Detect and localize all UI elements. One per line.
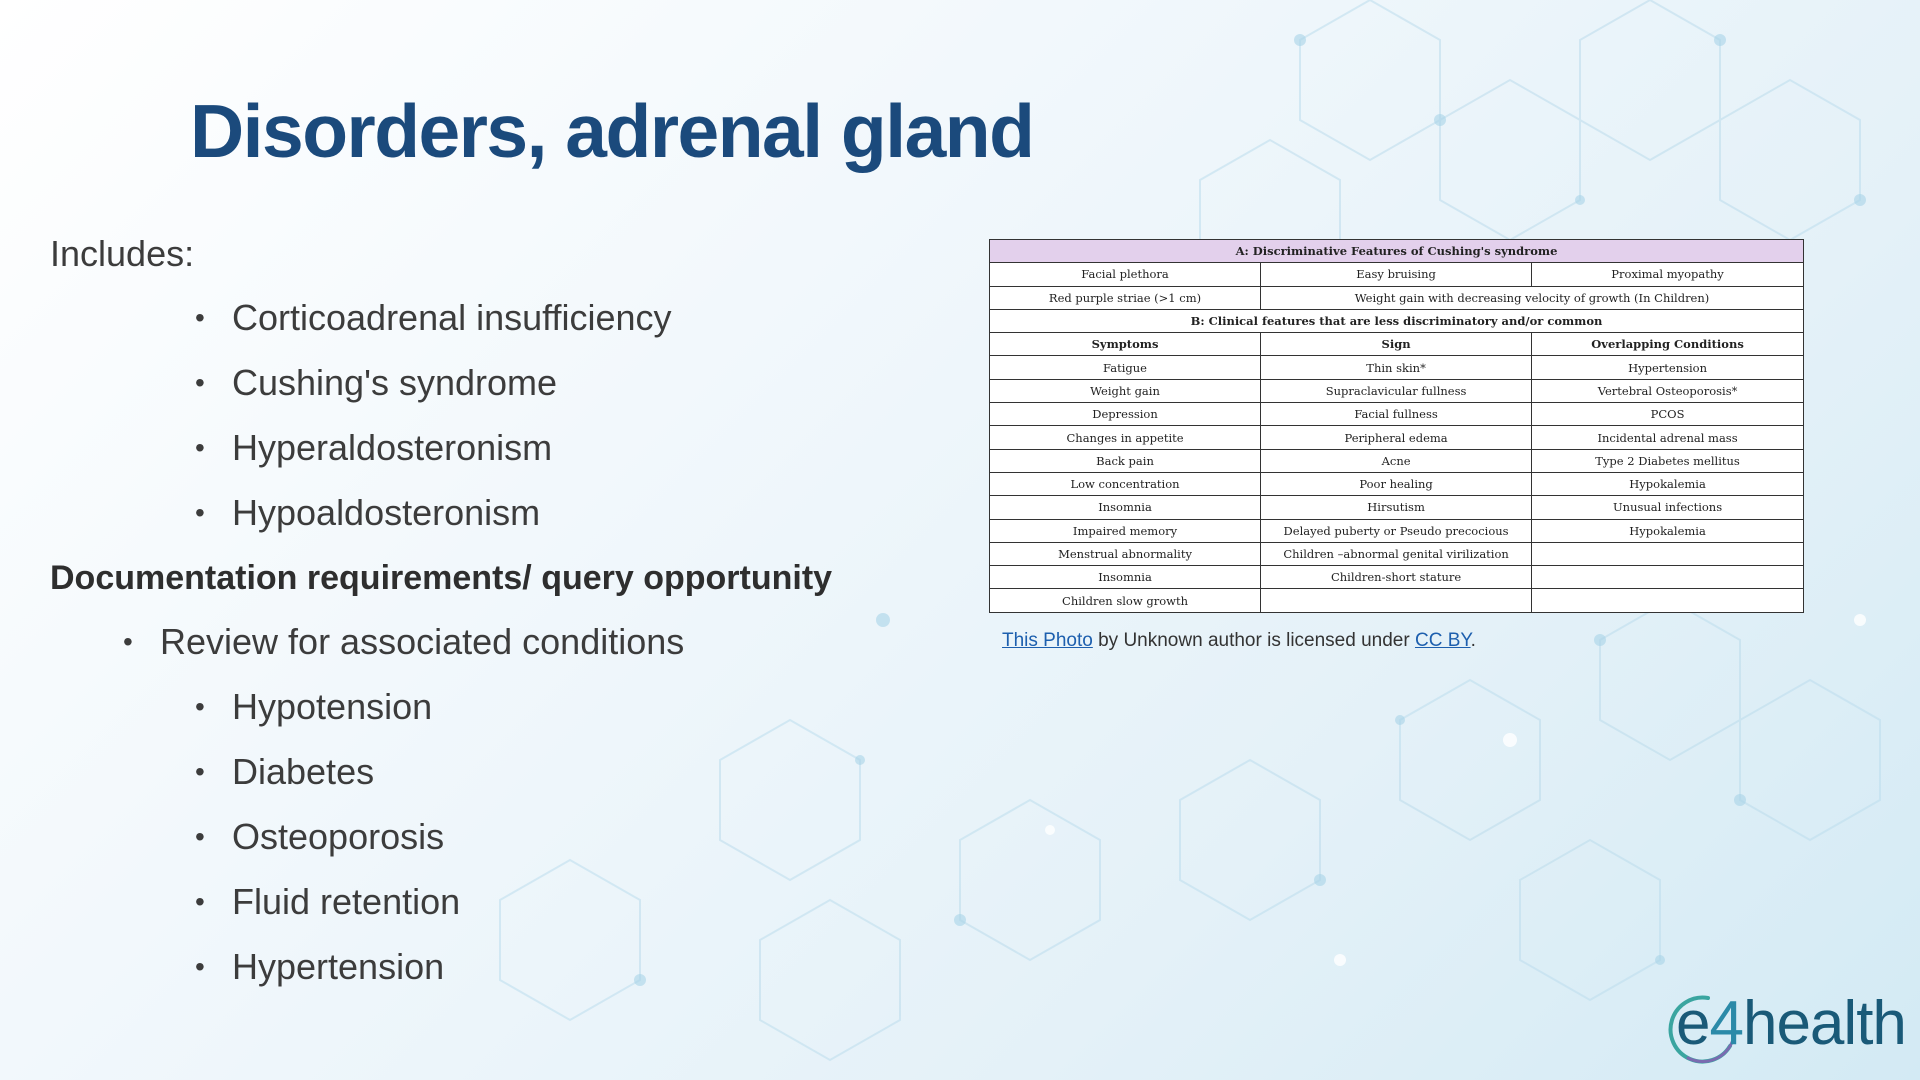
table-row <box>990 286 1804 309</box>
list-item: • Osteoporosis <box>50 813 950 861</box>
table-row <box>990 426 1804 449</box>
table-cell: Supraclavicular fullness <box>1261 379 1532 402</box>
photo-attribution <box>1002 630 1476 652</box>
attribution-end: . <box>1470 630 1476 651</box>
table-row <box>990 240 1804 263</box>
table-row <box>990 356 1804 379</box>
table-cell: Thin skin* <box>1261 356 1532 379</box>
table-cell: Back pain <box>990 449 1261 472</box>
attribution-text: by Unknown author is licensed under <box>1092 630 1415 651</box>
section-b-title: B: Clinical features that are less discriminatory and/or common <box>990 309 1804 332</box>
table-cell <box>1532 589 1804 612</box>
table-cell: Impaired memory <box>990 519 1261 542</box>
includes-label: Includes: <box>50 233 195 274</box>
table-cell: Children –abnormal genital virilization <box>1261 542 1532 565</box>
license-link[interactable]: CC BY <box>1414 630 1471 651</box>
column-header: Sign <box>1261 333 1532 356</box>
table-cell <box>1532 566 1804 589</box>
logo-wordmark <box>1676 988 1906 1059</box>
column-header: Overlapping Conditions <box>1532 333 1804 356</box>
logo-suffix: health <box>1742 989 1906 1058</box>
list-item: • Corticoadrenal insufficiency <box>50 294 950 342</box>
table-cell: Proximal myopathy <box>1532 263 1804 286</box>
table-row <box>990 566 1804 589</box>
table-cell: Low concentration <box>990 472 1261 495</box>
table-row <box>990 379 1804 402</box>
table-cell: Weight gain <box>990 379 1261 402</box>
table-row <box>990 519 1804 542</box>
column-header: Symptoms <box>990 333 1261 356</box>
slide-title: Disorders, adrenal gland <box>190 89 1034 173</box>
table-cell: Poor healing <box>1261 472 1532 495</box>
table-cell: Children-short stature <box>1261 566 1532 589</box>
table-cell: Children slow growth <box>990 589 1261 612</box>
table-cell: Hirsutism <box>1261 496 1532 519</box>
e4health-logo <box>1668 988 1906 1068</box>
table-cell: Changes in appetite <box>990 426 1261 449</box>
table-cell: Peripheral edema <box>1261 426 1532 449</box>
table-cell: Delayed puberty or Pseudo precocious <box>1261 519 1532 542</box>
table-row <box>990 403 1804 426</box>
photo-link[interactable]: This Photo <box>1002 630 1093 651</box>
list-item: • Hyperaldosteronism <box>50 424 950 472</box>
table-row <box>990 263 1804 286</box>
cushings-features-table <box>989 239 1804 613</box>
list-item: • Fluid retention <box>50 878 950 926</box>
table-row <box>990 309 1804 332</box>
table-body <box>990 356 1804 612</box>
documentation-list <box>50 618 950 666</box>
table-row <box>990 472 1804 495</box>
table-cell: Weight gain with decreasing velocity of growth (In Children) <box>1261 286 1804 309</box>
table-cell: Vertebral Osteoporosis* <box>1532 379 1804 402</box>
list-item: • Cushing's syndrome <box>50 359 950 407</box>
table-cell: Hypokalemia <box>1532 519 1804 542</box>
table-cell <box>1261 589 1532 612</box>
table-cell: Hypertension <box>1532 356 1804 379</box>
documentation-heading: Documentation requirements/ query opportunity <box>50 559 833 597</box>
includes-list <box>50 294 950 537</box>
associated-conditions-list <box>50 683 950 991</box>
table-row <box>990 542 1804 565</box>
table-cell: Facial fullness <box>1261 403 1532 426</box>
section-a-title: A: Discriminative Features of Cushing's syndrome <box>990 240 1804 263</box>
table-cell: Menstrual abnormality <box>990 542 1261 565</box>
table-cell: PCOS <box>1532 403 1804 426</box>
table-cell: Acne <box>1261 449 1532 472</box>
table-cell: Insomnia <box>990 496 1261 519</box>
table-cell <box>1532 542 1804 565</box>
table-cell: Unusual infections <box>1532 496 1804 519</box>
table-cell: Type 2 Diabetes mellitus <box>1532 449 1804 472</box>
list-item: • Diabetes <box>50 748 950 796</box>
table-row <box>990 496 1804 519</box>
logo-digit: 4 <box>1709 989 1743 1058</box>
list-item: • Hypoaldosteronism <box>50 489 950 537</box>
table-cell: Hypokalemia <box>1532 472 1804 495</box>
logo-prefix: e <box>1676 989 1710 1058</box>
table-cell: Easy bruising <box>1261 263 1532 286</box>
table-cell: Red purple striae (>1 cm) <box>990 286 1261 309</box>
list-item: • Hypotension <box>50 683 950 731</box>
table-cell: Incidental adrenal mass <box>1532 426 1804 449</box>
table-cell: Depression <box>990 403 1261 426</box>
table-row <box>990 589 1804 612</box>
table-cell: Fatigue <box>990 356 1261 379</box>
table-row <box>990 449 1804 472</box>
review-item: • Review for associated conditions <box>50 618 950 666</box>
list-item: • Hypertension <box>50 943 950 991</box>
table-header-row <box>990 333 1804 356</box>
table-cell: Facial plethora <box>990 263 1261 286</box>
slide-body <box>50 230 950 1008</box>
table-cell: Insomnia <box>990 566 1261 589</box>
